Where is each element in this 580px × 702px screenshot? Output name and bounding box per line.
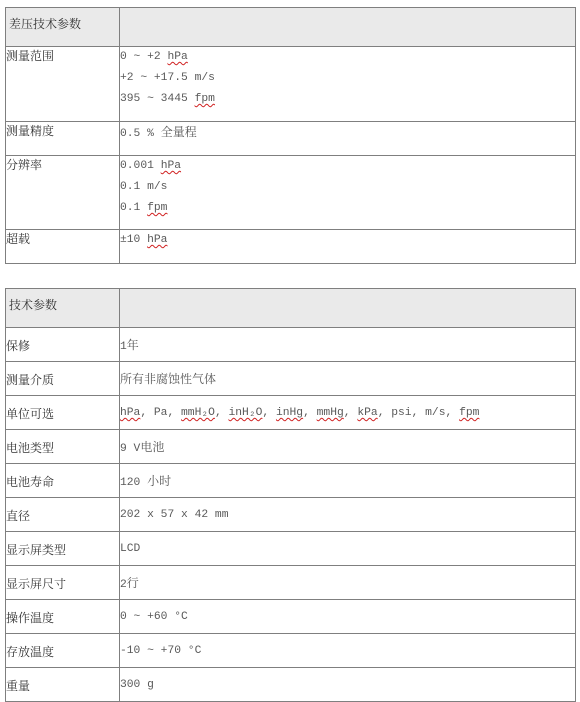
- row-value: hPa, Pa, mmH₂O, inH₂O, inHg, mmHg, kPa, psi, m/s, fpm: [120, 396, 576, 430]
- row-label: 超载: [6, 230, 120, 264]
- row-value: LCD: [120, 532, 576, 566]
- table-row-display-type: [6, 532, 576, 566]
- unit-option: hPa: [120, 407, 141, 419]
- row-value: 1年: [120, 328, 576, 362]
- table-row-storage-temp: [6, 634, 576, 668]
- unit-option: m/s: [425, 407, 446, 419]
- table-title: 技术参数: [6, 289, 120, 328]
- row-value: 0 ~ +60 °C: [120, 600, 576, 634]
- value-line: +2 ~ +17.5 m/s: [120, 72, 215, 84]
- row-value: 120 小时: [120, 464, 576, 498]
- table-row-battery-life: [6, 464, 576, 498]
- table-row-warranty: [6, 328, 576, 362]
- table-header-row: [6, 289, 576, 328]
- table-header-row: [6, 8, 576, 47]
- row-label: 重量: [6, 668, 120, 702]
- unit-option: mmHg: [316, 407, 344, 419]
- row-label: 测量精度: [6, 122, 120, 156]
- row-value: -10 ~ +70 °C: [120, 634, 576, 668]
- differential-pressure-spec-table: [5, 7, 576, 264]
- row-value: 所有非腐蚀性气体: [120, 362, 576, 396]
- row-value: 300 g: [120, 668, 576, 702]
- table-title: 差压技术参数: [6, 8, 120, 47]
- table-row-units: [6, 396, 576, 430]
- table-row-operating-temp: [6, 600, 576, 634]
- unit-option: psi: [391, 407, 412, 419]
- row-value: 9 V电池: [120, 430, 576, 464]
- table-row-accuracy: [6, 122, 576, 156]
- unit-option: mmH₂O: [181, 407, 215, 419]
- row-value: 0.5 % 全量程: [120, 122, 576, 156]
- row-label: 电池寿命: [6, 464, 120, 498]
- row-label: 测量介质: [6, 362, 120, 396]
- table-row-overload: [6, 230, 576, 264]
- row-value: 2行: [120, 566, 576, 600]
- technical-spec-table: [5, 288, 576, 702]
- table-row-dimensions: [6, 498, 576, 532]
- row-label: 分辨率: [6, 156, 120, 230]
- value-line: 395 ~ 3445 fpm: [120, 93, 215, 105]
- value-line: 0 ~ +2 hPa: [120, 51, 188, 63]
- row-label: 操作温度: [6, 600, 120, 634]
- unit-option: fpm: [459, 407, 480, 419]
- row-value: 202 x 57 x 42 mm: [120, 498, 576, 532]
- table-row-display-size: [6, 566, 576, 600]
- table-row-resolution: [6, 156, 576, 230]
- value-line: 0.1 fpm: [120, 202, 168, 214]
- unit-option: Pa: [153, 407, 168, 419]
- row-label: 测量范围: [6, 47, 120, 122]
- table-row-battery-type: [6, 430, 576, 464]
- row-label: 存放温度: [6, 634, 120, 668]
- table-row-weight: [6, 668, 576, 702]
- value-line: 0.1 m/s: [120, 181, 168, 193]
- row-label: 显示屏尺寸: [6, 566, 120, 600]
- row-value: [120, 47, 576, 122]
- table-row-measurement-range: [6, 47, 576, 122]
- header-empty-cell: [120, 8, 576, 47]
- row-label: 直径: [6, 498, 120, 532]
- row-value: [120, 156, 576, 230]
- unit-option: kPa: [357, 407, 378, 419]
- row-value: ±10 hPa: [120, 230, 576, 264]
- row-label: 电池类型: [6, 430, 120, 464]
- table-row-media: [6, 362, 576, 396]
- row-label: 单位可选: [6, 396, 120, 430]
- value-line: 0.001 hPa: [120, 160, 182, 172]
- row-label: 显示屏类型: [6, 532, 120, 566]
- unit-option: inHg: [275, 407, 304, 419]
- header-empty-cell: [120, 289, 576, 328]
- unit-option: inH₂O: [228, 407, 263, 419]
- row-label: 保修: [6, 328, 120, 362]
